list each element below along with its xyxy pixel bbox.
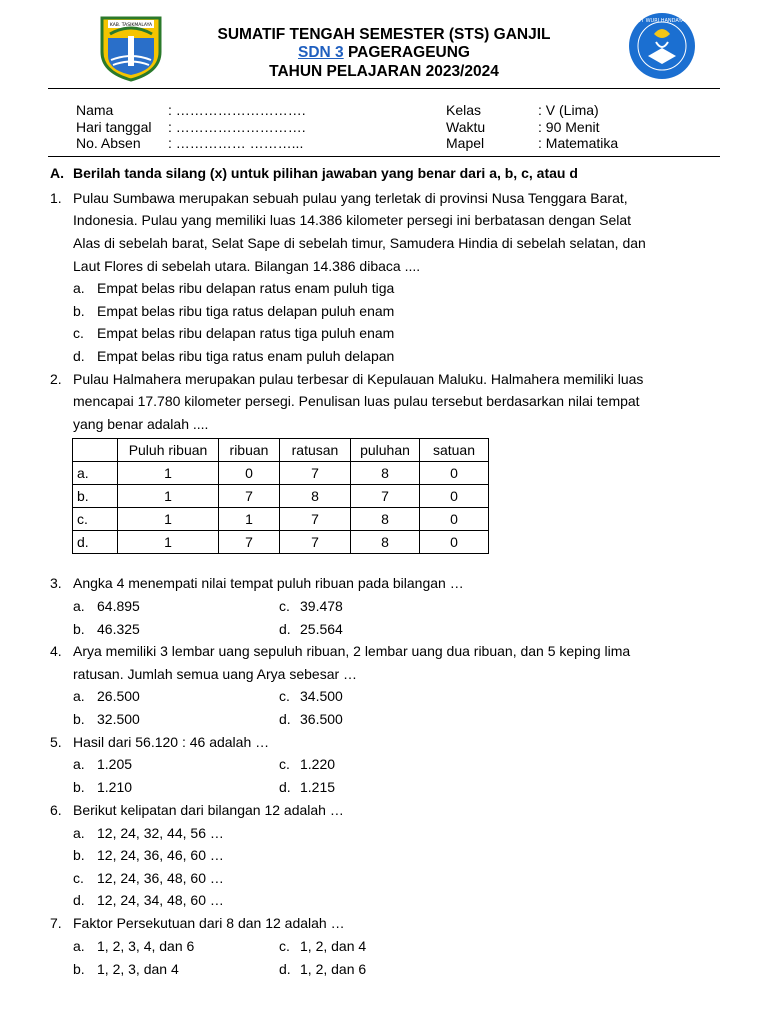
info-label: Hari tanggal bbox=[76, 118, 152, 135]
table-cell: d. bbox=[73, 531, 118, 554]
option-text[interactable]: 25.564 bbox=[300, 621, 343, 637]
option-text[interactable]: 1, 2, 3, 4, dan 6 bbox=[97, 938, 195, 954]
table-cell: b. bbox=[73, 485, 118, 508]
info-label: Waktu bbox=[446, 118, 486, 135]
option-text[interactable]: 34.500 bbox=[300, 688, 343, 704]
option-text[interactable]: 1.205 bbox=[97, 756, 133, 772]
info-value: : V (Lima) bbox=[538, 102, 599, 118]
question-text: Berikut kelipatan dari bilangan 12 adalah … bbox=[73, 802, 344, 818]
table-header bbox=[73, 439, 118, 462]
option-text[interactable]: 1, 2, dan 4 bbox=[300, 938, 367, 954]
logo-left-text: KAB. TASIKMALAYA bbox=[109, 23, 153, 28]
table-cell: 0 bbox=[420, 462, 489, 485]
table-cell: 7 bbox=[280, 508, 351, 531]
table-cell: 1 bbox=[118, 508, 219, 531]
info-value: : …………… ………... bbox=[168, 135, 304, 151]
exam-title: SUMATIF TENGAH SEMESTER (STS) GANJIL bbox=[217, 26, 551, 43]
table-cell: 7 bbox=[219, 485, 280, 508]
table-cell: 0 bbox=[420, 508, 489, 531]
table-header: Puluh ribuan bbox=[118, 439, 219, 462]
option-letter: d. bbox=[73, 892, 85, 908]
option-letter: d. bbox=[279, 621, 291, 637]
question-number: 7. bbox=[50, 915, 62, 931]
table-row bbox=[73, 508, 489, 531]
question-text: Laut Flores di sebelah utara. Bilangan 14.386 dibaca .... bbox=[73, 258, 421, 274]
info-label: Mapel bbox=[446, 135, 485, 151]
option-text[interactable]: 1.220 bbox=[300, 756, 336, 772]
option-letter: a. bbox=[73, 825, 85, 841]
table-header-row bbox=[73, 439, 489, 462]
option-text[interactable]: 1, 2, dan 6 bbox=[300, 961, 367, 977]
question-number: 5. bbox=[50, 734, 62, 750]
option-letter: c. bbox=[73, 870, 84, 886]
option-letter: d. bbox=[279, 961, 291, 977]
table-row bbox=[73, 531, 489, 554]
question-number: 3. bbox=[50, 575, 62, 591]
option-letter: b. bbox=[73, 711, 85, 727]
question-number: 2. bbox=[50, 371, 62, 387]
header-divider bbox=[48, 88, 720, 89]
option-text[interactable]: 12, 24, 36, 48, 60 … bbox=[97, 870, 224, 886]
option-text[interactable]: 26.500 bbox=[97, 688, 140, 704]
option-text[interactable]: 1, 2, 3, dan 4 bbox=[97, 961, 179, 977]
info-label: Kelas bbox=[446, 102, 482, 118]
info-row-nama bbox=[76, 102, 306, 119]
option-letter: a. bbox=[73, 598, 85, 614]
school-name-rest: PAGERAGEUNG bbox=[343, 44, 470, 61]
table-header: ribuan bbox=[219, 439, 280, 462]
option-text[interactable]: 46.325 bbox=[97, 621, 140, 637]
option-letter: a. bbox=[73, 756, 85, 772]
table-header: puluhan bbox=[351, 439, 420, 462]
option-letter: b. bbox=[73, 779, 85, 795]
info-value: : Matematika bbox=[538, 135, 619, 151]
academic-year: TAHUN PELAJARAN 2023/2024 bbox=[269, 63, 499, 80]
option-letter: c. bbox=[279, 938, 290, 954]
info-value: : 90 Menit bbox=[538, 118, 600, 135]
table-cell: 1 bbox=[118, 462, 219, 485]
exam-info bbox=[446, 102, 618, 152]
section-letter: A. bbox=[50, 165, 64, 181]
school-link[interactable]: SDN 3 bbox=[298, 44, 344, 61]
table-cell: a. bbox=[73, 462, 118, 485]
question-text: Hasil dari 56.120 : 46 adalah … bbox=[73, 734, 270, 750]
info-value: : ………………………. bbox=[168, 118, 306, 135]
option-text[interactable]: Empat belas ribu tiga ratus delapan puluh enam bbox=[97, 303, 395, 319]
table-cell: 1 bbox=[118, 531, 219, 554]
table-cell: 0 bbox=[219, 462, 280, 485]
option-letter: b. bbox=[73, 961, 85, 977]
info-row-no-absen bbox=[76, 135, 306, 152]
question-text: Faktor Persekutuan dari 8 dan 12 adalah … bbox=[73, 915, 345, 931]
option-letter: b. bbox=[73, 847, 85, 863]
option-letter: c. bbox=[279, 756, 290, 772]
question-text: Angka 4 menempati nilai tempat puluh ribuan pada bilangan … bbox=[73, 575, 464, 591]
student-info bbox=[76, 102, 306, 152]
option-letter: a. bbox=[73, 280, 85, 296]
table-cell: 7 bbox=[351, 485, 420, 508]
info-row-mapel bbox=[446, 135, 618, 152]
option-letter: b. bbox=[73, 303, 85, 319]
option-text[interactable]: 1.210 bbox=[97, 779, 133, 795]
table-cell: 8 bbox=[280, 485, 351, 508]
place-value-table bbox=[72, 438, 489, 554]
table-cell: 0 bbox=[420, 531, 489, 554]
option-letter: a. bbox=[73, 938, 85, 954]
table-cell: 8 bbox=[351, 462, 420, 485]
info-label: Nama bbox=[76, 102, 114, 118]
table-header: ratusan bbox=[280, 439, 351, 462]
question-text: ratusan. Jumlah semua uang Arya sebesar … bbox=[73, 666, 358, 682]
table-cell: 7 bbox=[280, 462, 351, 485]
option-text[interactable]: Empat belas ribu delapan ratus tiga puluh enam bbox=[97, 325, 395, 341]
info-value: : ………………………. bbox=[168, 102, 306, 118]
question-number: 4. bbox=[50, 643, 62, 659]
info-row-hari-tanggal bbox=[76, 119, 306, 136]
option-text[interactable]: 12, 24, 36, 46, 60 … bbox=[97, 847, 224, 863]
question-text: mencapai 17.780 kilometer persegi. Penulisan luas pulau tersebut berdasarkan nilai tempat bbox=[73, 393, 640, 409]
option-letter: a. bbox=[73, 688, 85, 704]
question-text: Arya memiliki 3 lembar uang sepuluh ribuan, 2 lembar uang dua ribuan, dan 5 keping lima bbox=[73, 643, 631, 659]
question-number: 1. bbox=[50, 190, 62, 206]
table-header: satuan bbox=[420, 439, 489, 462]
table-cell: 1 bbox=[118, 485, 219, 508]
option-text[interactable]: 39.478 bbox=[300, 598, 343, 614]
option-text[interactable]: 12, 24, 34, 48, 60 … bbox=[97, 892, 224, 908]
table-cell: 7 bbox=[280, 531, 351, 554]
table-cell: 7 bbox=[219, 531, 280, 554]
question-text: Indonesia. Pulau yang memiliki luas 14.386 kilometer persegi ini berbatasan dengan Selat bbox=[73, 212, 632, 228]
option-text[interactable]: 32.500 bbox=[97, 711, 140, 727]
table-row bbox=[73, 462, 489, 485]
question-text: Alas di sebelah barat, Selat Sape di sebelah timur, Samudera Hindia di sebelah selatan, dan bbox=[73, 235, 646, 251]
option-text[interactable]: Empat belas ribu delapan ratus enam puluh tiga bbox=[97, 280, 395, 296]
logo-right-text: TUT WURI HANDAYANI bbox=[634, 18, 690, 24]
table-cell: 8 bbox=[351, 508, 420, 531]
question-text: Pulau Sumbawa merupakan sebuah pulau yang terletak di provinsi Nusa Tenggara Barat, bbox=[73, 190, 628, 206]
info-row-waktu bbox=[446, 119, 618, 136]
option-letter: c. bbox=[279, 598, 290, 614]
school-name bbox=[0, 44, 768, 62]
option-text[interactable]: 36.500 bbox=[300, 711, 343, 727]
option-text[interactable]: 64.895 bbox=[97, 598, 140, 614]
option-letter: d. bbox=[279, 711, 291, 727]
table-cell: c. bbox=[73, 508, 118, 531]
option-text[interactable]: Empat belas ribu tiga ratus enam puluh delapan bbox=[97, 348, 395, 364]
option-letter: b. bbox=[73, 621, 85, 637]
table-cell: 8 bbox=[351, 531, 420, 554]
info-row-kelas bbox=[446, 102, 618, 119]
section-instruction: Berilah tanda silang (x) untuk pilihan jawaban yang benar dari a, b, c, atau d bbox=[73, 165, 578, 181]
info-label: No. Absen bbox=[76, 135, 141, 151]
option-letter: d. bbox=[73, 348, 85, 364]
question-text: Pulau Halmahera merupakan pulau terbesar di Kepulauan Maluku. Halmahera memiliki luas bbox=[73, 371, 644, 387]
option-letter: c. bbox=[279, 688, 290, 704]
table-row bbox=[73, 485, 489, 508]
option-letter: d. bbox=[279, 779, 291, 795]
table-cell: 0 bbox=[420, 485, 489, 508]
question-text: yang benar adalah .... bbox=[73, 416, 209, 432]
option-letter: c. bbox=[73, 325, 84, 341]
info-divider bbox=[48, 156, 720, 157]
question-number: 6. bbox=[50, 802, 62, 818]
option-text[interactable]: 1.215 bbox=[300, 779, 336, 795]
table-cell: 1 bbox=[219, 508, 280, 531]
option-text[interactable]: 12, 24, 32, 44, 56 … bbox=[97, 825, 224, 841]
